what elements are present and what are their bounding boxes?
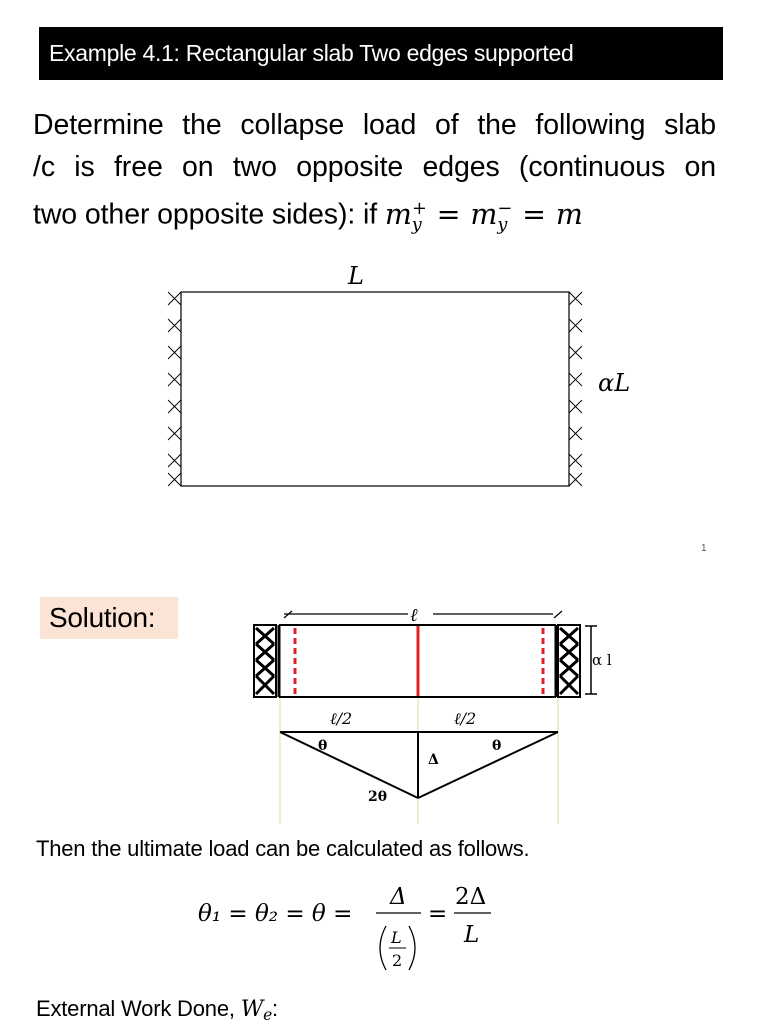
mechanism-diagram (248, 604, 648, 826)
slab-length-label: L (348, 262, 364, 290)
problem-line-3-text: two other opposite sides): if (33, 198, 385, 231)
problem-line-3 (33, 188, 733, 246)
double-rotation-label: 2θ (368, 789, 388, 805)
rotation-equation (196, 874, 516, 978)
equation-equals: = (428, 901, 448, 927)
slide-title: Example 4.1: Rectangular slab Two edges supported (39, 27, 723, 80)
problem-statement (33, 104, 733, 246)
fraction2-denominator: L (464, 922, 480, 948)
rotation-left-label: θ (318, 738, 328, 754)
fraction1-denominator-L: L (391, 928, 402, 947)
problem-line-1: Determine the collapse load of the following slab (33, 109, 716, 141)
length-label: ℓ (410, 605, 418, 626)
right-support-hatching (569, 292, 582, 486)
fraction1-numerator: Δ (390, 884, 407, 910)
page-number: 1 (701, 543, 707, 554)
left-support-hatching (168, 292, 181, 486)
rotation-right-label: θ (492, 738, 502, 754)
deflection-label: Δ (428, 752, 439, 768)
slab-diagram (160, 255, 650, 495)
width-label: α l (592, 651, 612, 669)
left-fixed-support (254, 625, 279, 697)
fraction1-denominator-2: 2 (392, 951, 403, 970)
equation-lhs: θ₁ = θ₂ = θ = (198, 901, 353, 927)
length-dimension (284, 611, 562, 618)
problem-line-2: /c is free on two opposite edges (continuous on (33, 151, 716, 183)
moment-condition: $m_y^+ = m_y^- = m$ (384, 197, 583, 235)
half-length-right: ℓ/2 (454, 709, 477, 728)
fraction1-paren-right (409, 926, 415, 970)
right-fixed-support (556, 625, 580, 697)
external-work-heading: External Work Done, $W_e$: (36, 996, 278, 1024)
slab-width-label: αL (598, 369, 631, 397)
half-length-left: ℓ/2 (330, 709, 353, 728)
slab-outline (181, 292, 569, 486)
solution-heading: Solution: (40, 597, 178, 639)
fraction1-paren-left (380, 926, 386, 970)
fraction2-numerator: 2Δ (455, 884, 487, 910)
then-text: Then the ultimate load can be calculated as follows. (36, 836, 530, 861)
